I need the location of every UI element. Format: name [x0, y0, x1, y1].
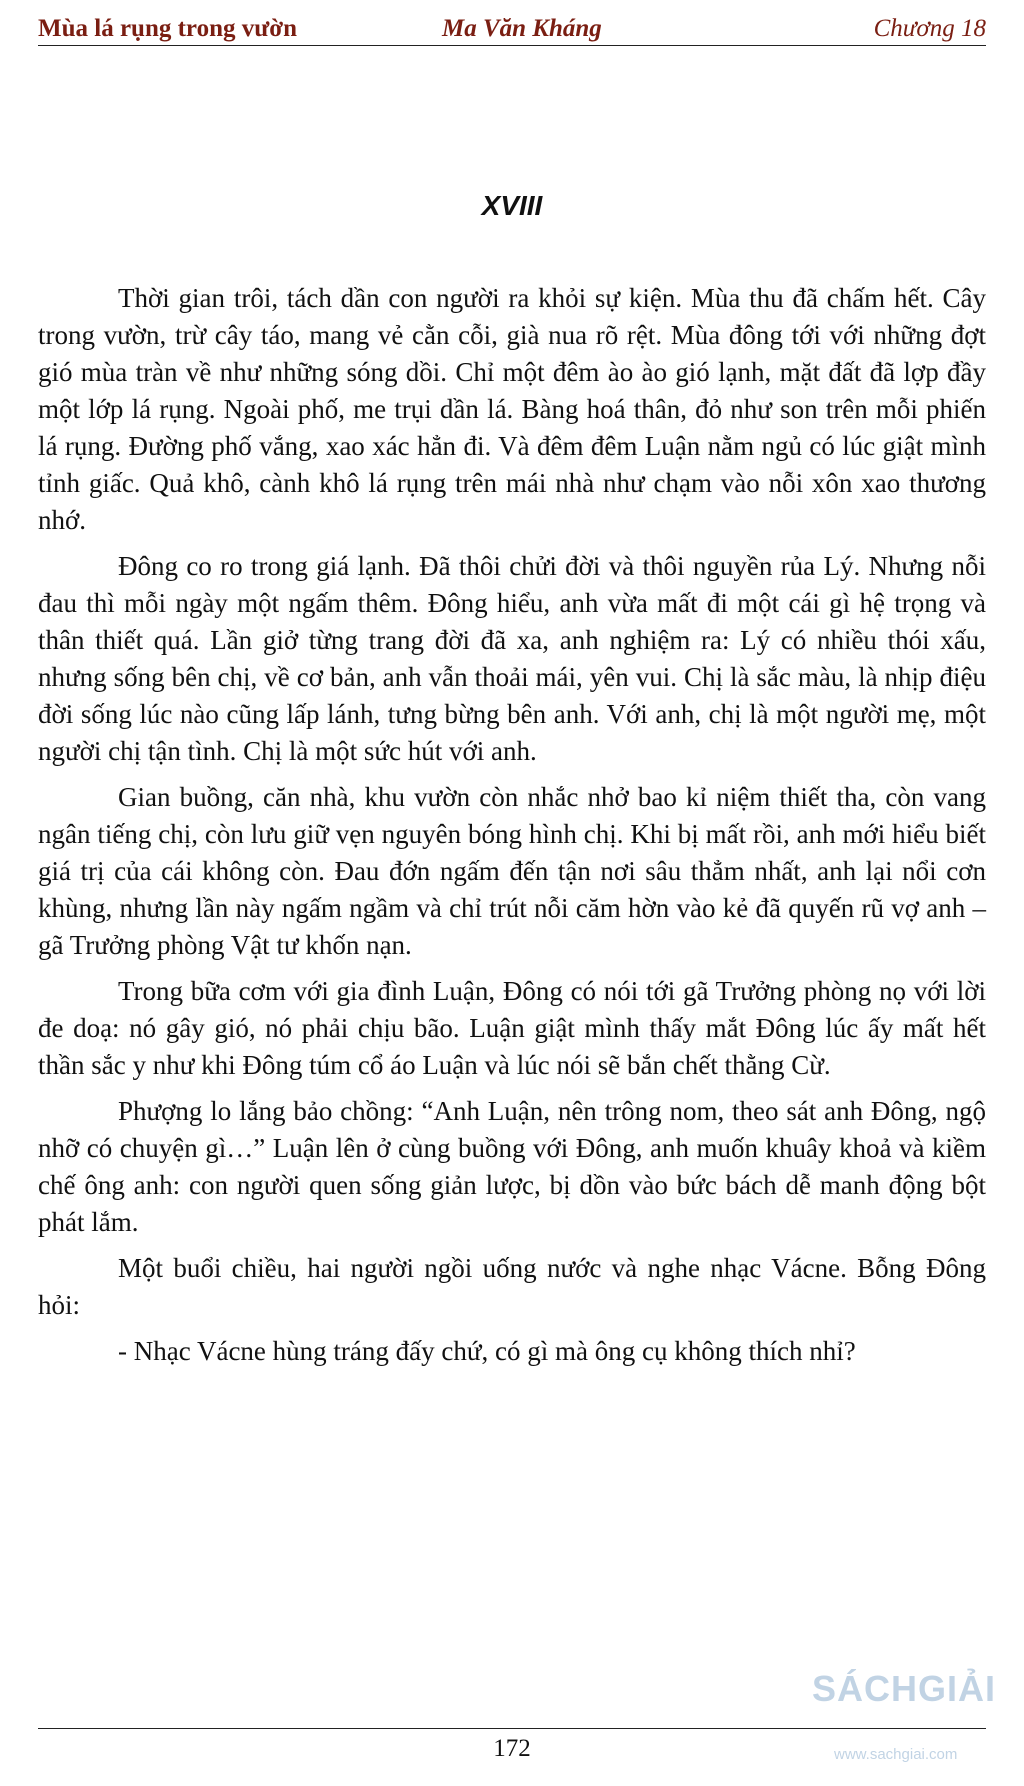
chapter-heading: XVIII — [481, 190, 543, 221]
paragraph: Trong bữa cơm với gia đình Luận, Đông có nói tới gã Trưởng phòng nọ với lời đe doạ: nó gây gió, nó phải chịu bão. Luận giật mình thấy mắt Đông lúc ấy mất hết thần sắc y như khi Đông túm cổ áo Luận và lúc nói sẽ bắn chết thằng Cừ. — [38, 976, 986, 1080]
chapter-label: Chương 18 — [873, 15, 986, 42]
author-name: Ma Văn Kháng — [442, 15, 602, 42]
body-text — [38, 280, 986, 1379]
paragraph: Gian buồng, căn nhà, khu vườn còn nhắc nhở bao kỉ niệm thiết tha, còn vang ngân tiếng chị, còn lưu giữ vẹn nguyên bóng hình chị. Khi bị mất rồi, anh mới hiểu biết giá trị của cái không còn. Đau đớn ngấm đến tận nơi sâu thẳm nhất, anh lại nổi cơn khùng, nhưng lần này ngấm ngầm và chỉ trút nỗi căm hờn vào kẻ đã quyến rũ vợ anh – gã Trưởng phòng Vật tư khốn nạn. — [38, 782, 986, 960]
book-title: Mùa lá rụng trong vườn — [38, 15, 297, 42]
page-number: 172 — [493, 1735, 531, 1762]
running-header — [38, 10, 986, 46]
paragraph: - Nhạc Vácne hùng tráng đấy chứ, có gì mà ông cụ không thích nhỉ? — [118, 1336, 856, 1366]
watermark-url: www.sachgiai.com — [834, 1746, 958, 1763]
paragraph: Một buổi chiều, hai người ngồi uống nước và nghe nhạc Vácne. Bỗng Đông hỏi: — [38, 1253, 986, 1320]
watermark — [812, 1668, 1012, 1768]
paragraph: Thời gian trôi, tách dần con người ra khỏi sự kiện. Mùa thu đã chấm hết. Cây trong vườn, trừ cây táo, mang vẻ cằn cỗi, già nua rõ rệt. Mùa đông tới với những đợt gió mùa tràn về như những sóng dồi. Chỉ một đêm ào ào gió lạnh, mặt đất đã lợp đầy một lớp lá rụng. Ngoài phố, me trụi dần lá. Bàng hoá thân, đỏ như son trên mỗi phiến lá rụng. Đường phố vắng, xao xác hẳn đi. Và đêm đêm Luận nằm ngủ có lúc giật mình tỉnh giấc. Quả khô, cành khô lá rụng trên mái nhà như chạm vào nỗi xôn xao thương nhớ. — [38, 283, 986, 535]
paragraph: Phượng lo lắng bảo chồng: “Anh Luận, nên trông nom, theo sát anh Đông, ngộ nhỡ có chuyện gì…” Luận lên ở cùng buồng với Đông, anh muốn khuây khoả và kiềm chế ông anh: con người quen sống giản lược, bị dồn vào bức bách dễ manh động bột phát lắm. — [38, 1096, 986, 1237]
paragraph: Đông co ro trong giá lạnh. Đã thôi chửi đời và thôi nguyền rủa Lý. Nhưng nỗi đau thì mỗi ngày một ngấm thêm. Đông hiểu, anh vừa mất đi một cái gì hệ trọng và thân thiết quá. Lần giở từng trang đời đã xa, anh nghiệm ra: Lý có nhiều thói xấu, nhưng sống bên chị, về cơ bản, anh vẫn thoải mái, yên vui. Chị là sắc màu, là nhịp điệu đời sống lúc nào cũng lấp lánh, tưng bừng bên anh. Với anh, chị là một người mẹ, một người chị tận tình. Chị là một sức hút với anh. — [38, 551, 986, 766]
watermark-logo: SÁCHGIẢI — [812, 1668, 997, 1709]
